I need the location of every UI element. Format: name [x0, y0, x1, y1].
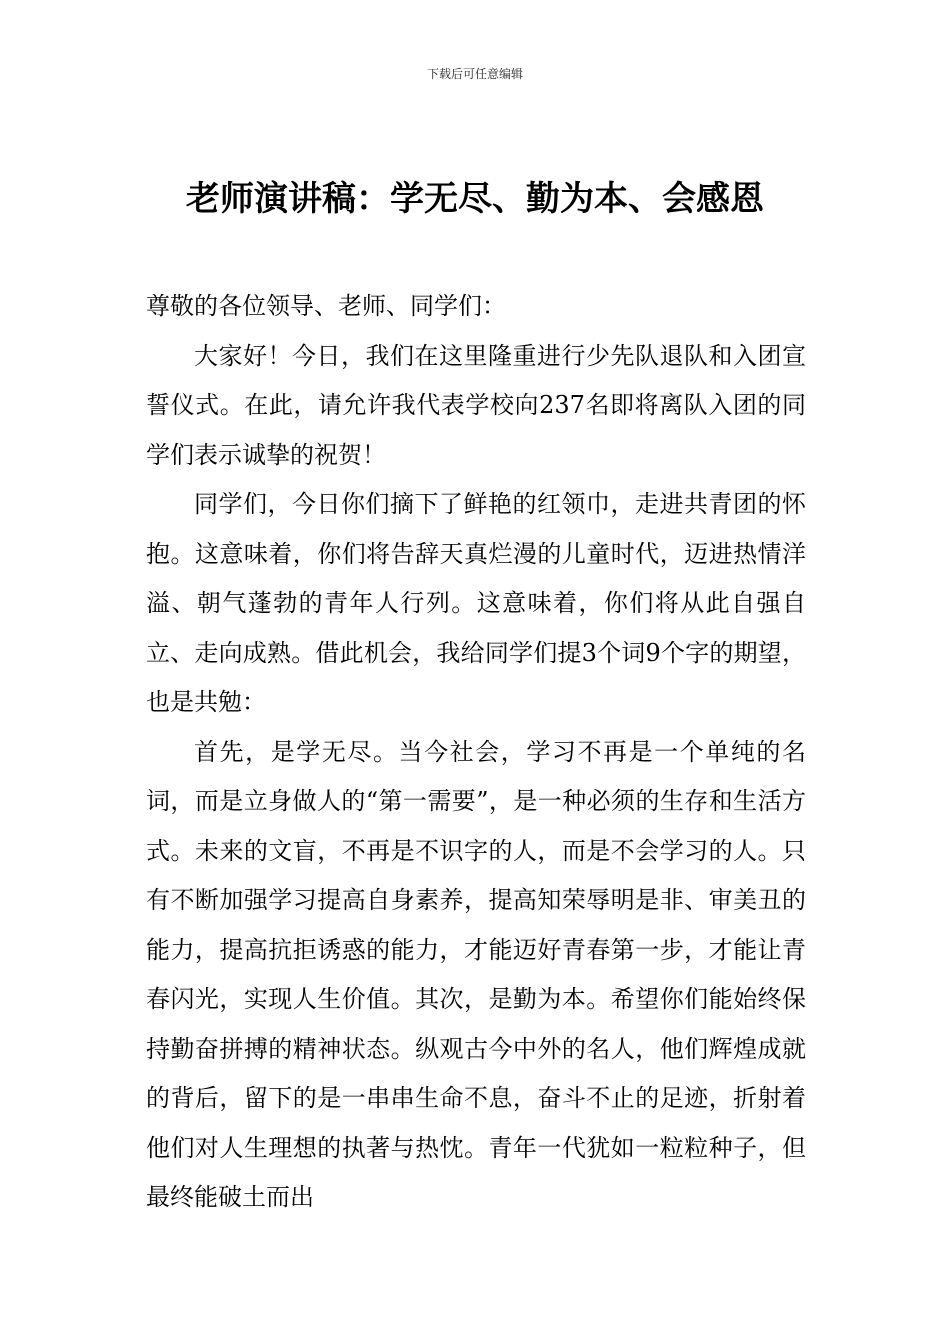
document-title: 老师演讲稿：学无尽、勤为本、会感恩 — [186, 179, 764, 219]
document-body — [146, 282, 806, 1223]
paragraph: 同学们，今日你们摘下了鲜艳的红领巾，走进共青团的怀抱。这意味着，你们将告辞天真烂漫的儿童时代，迈进热情洋溢、朝气蓬勃的青年人行列。这意味着，你们将从此自强自立、走向成熟。借此机会，我给同学们提3个词9个字的期望，也是共勉： — [146, 490, 806, 716]
salutation: 尊敬的各位领导、老师、同学们： — [146, 292, 506, 320]
header-note: 下载后可任意编辑 — [426, 67, 523, 81]
paragraph: 首先，是学无尽。当今社会，学习不再是一个单纯的名词，而是立身做人的“第一需要”，是一种必须的生存和生活方式。未来的文盲，不再是不识字的人，而是不会学习的人。只有不断加强学习提高自身素养，提高知荣辱明是非、审美丑的能力，提高抗拒诱惑的能力，才能迈好青春第一步，才能让青春闪光，实现人生价值。其次，是勤为本。希望你们能始终保持勤奋拼搏的精神状态。纵观古今中外的名人，他们辉煌成就的背后，留下的是一串串生命不息，奋斗不止的足迹，折射着他们对人生理想的执著与热忱。青年一代犹如一粒粒种子，但最终能破土而出 — [146, 737, 806, 1211]
paragraph: 大家好！今日，我们在这里隆重进行少先队退队和入团宣誓仪式。在此，请允许我代表学校向237名即将离队入团的同学们表示诚挚的祝贺！ — [146, 341, 806, 469]
